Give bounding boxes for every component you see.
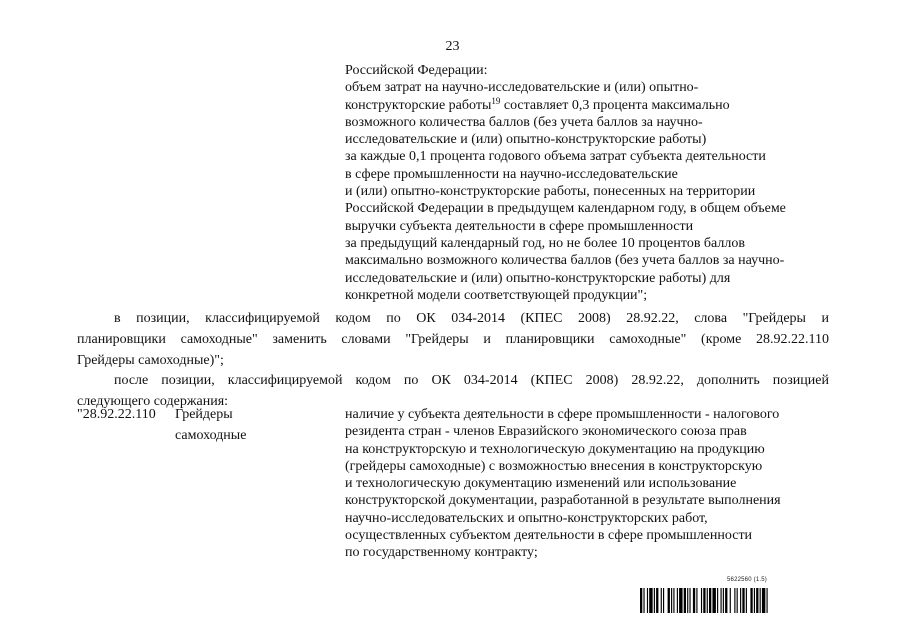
- position-name: [175, 404, 246, 446]
- text-line: объем затрат на научно-исследовательские и (или) опытно-: [345, 80, 699, 96]
- requirement-line: (грейдеры самоходные) с возможностью внесения в конструкторскую: [345, 458, 763, 474]
- barcode-icon: [640, 588, 858, 613]
- requirement-line: резидента стран - членов Евразийского экономического союза прав: [345, 424, 747, 440]
- requirement-line: по государственному контракту;: [345, 545, 538, 561]
- footnote-reference[interactable]: 19: [491, 95, 501, 106]
- position-code: "28.92.22.110: [77, 407, 156, 422]
- text-line: и (или) опытно-конструкторские работы, понесенных на территории: [345, 184, 756, 200]
- page-number: 23: [445, 39, 460, 54]
- text-line: выручки субъекта деятельности в сфере промышленности: [345, 218, 694, 234]
- position-name-line: Грейдеры: [175, 407, 233, 422]
- paragraph-line: планировщики самоходные" заменить словами "Грейдеры и планировщики самоходные" (кроме 28.92.22.110: [77, 332, 829, 347]
- amendment-paragraph-replace-wording: [77, 308, 829, 371]
- text-line: максимально возможного количества баллов (без учета баллов за научно-: [345, 253, 785, 269]
- paragraph-line: в позиции, классифицируемой кодом по ОК 034-2014 (КПЕС 2008) 28.92.22, слова "Грейдеры и: [114, 311, 829, 326]
- text-line: Российской Федерации в предыдущем календарном году, в общем объеме: [345, 201, 786, 217]
- requirement-text-continued: [345, 62, 786, 304]
- paragraph-line: после позиции, классифицируемой кодом по ОК 034-2014 (КПЕС 2008) 28.92.22, дополнить позицией: [114, 373, 829, 388]
- requirement-line: наличие у субъекта деятельности в сфере промышленности - налогового: [345, 407, 780, 422]
- barcode-label: 5622560 (1.5): [727, 577, 767, 583]
- position-name-line: самоходные: [175, 428, 247, 443]
- position-requirements: [345, 406, 781, 562]
- requirement-line: на конструкторскую и технологическую документацию на продукцию: [345, 441, 765, 457]
- text-line: за предыдущий календарный год, но не более 10 процентов баллов: [345, 235, 745, 251]
- requirement-line: и технологическую документацию изменений или использование: [345, 476, 737, 492]
- requirement-line: осуществленных субъектом деятельности в сфере промышленности: [345, 528, 753, 544]
- requirement-line: научно-исследовательских и опытно-конструкторских работ,: [345, 510, 708, 526]
- text-line: Российской Федерации:: [345, 63, 488, 78]
- text-fragment: конструкторские работы: [345, 97, 492, 113]
- requirement-line: конструкторской документации, разработанной в результате выполнения: [345, 493, 781, 509]
- paragraph-line: Грейдеры самоходные)";: [77, 353, 224, 368]
- paragraph-line: следующего содержания:: [77, 394, 229, 409]
- text-line-with-footnote: [345, 97, 786, 114]
- text-line: исследовательские и (или) опытно-конструкторские работы) для: [345, 270, 731, 286]
- text-line: за каждые 0,1 процента годового объема затрат субъекта деятельности: [345, 149, 766, 165]
- text-line: возможного количества баллов (без учета баллов за научно-: [345, 114, 703, 130]
- text-line: исследовательские и (или) опытно-конструкторские работы): [345, 132, 707, 148]
- text-line: конкретной модели соответствующей продукции";: [345, 287, 648, 303]
- text-fragment: составляет 0,3 процента максимально: [500, 97, 730, 113]
- text-line: в сфере промышленности на научно-исследовательские: [345, 166, 678, 182]
